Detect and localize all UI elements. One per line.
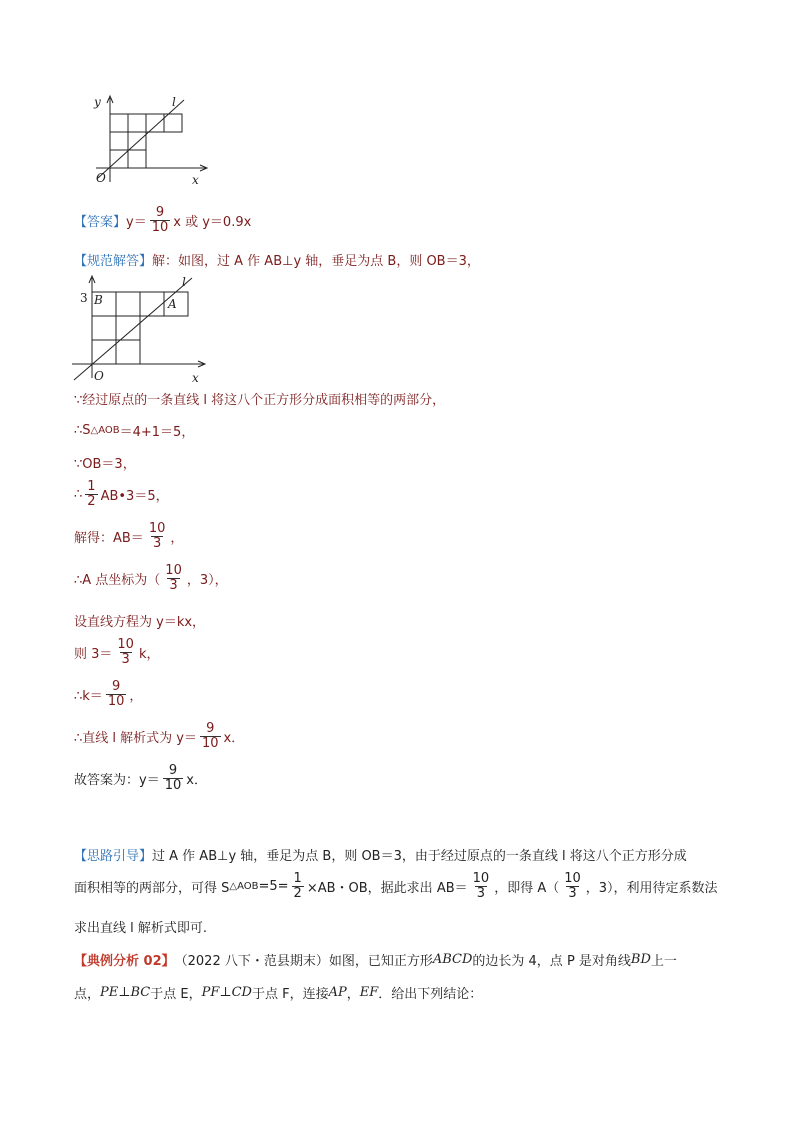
label-x: x	[192, 173, 199, 187]
grid-squares	[110, 114, 182, 168]
example-line-2: 点， PE⊥BC 于点 E， PF⊥CD 于点 F，连接 AP ， EF ．给出下列结论：	[74, 985, 483, 1002]
step-4: ∴ $\frac{1}{2}$ AB•3＝5，	[74, 479, 169, 509]
solution-intro-line	[74, 250, 480, 269]
solution-label: 【规范解答】	[74, 254, 153, 269]
label-l: l	[182, 275, 186, 289]
label-l: l	[172, 95, 176, 109]
step-1: ∵经过原点的一条直线 l 将这八个正方形分成面积相等的两部分，	[74, 393, 446, 408]
answer-suffix: x 或 y＝0.9x	[173, 215, 252, 230]
answer-line	[74, 206, 251, 235]
example-line-1: 【典例分析 02】 （2022 八下・范县期末）如图，已知正方形 ABCD 的边长为 4，点 P 是对角线 BD 上一	[74, 952, 677, 969]
label-a: A	[168, 297, 177, 311]
figure-grid-diagram-1	[88, 92, 208, 188]
guide-line-1: 【思路引导】 过 A 作 AB⊥y 轴，垂足为点 B，则 OB＝3，由于经过原点的一条直线 l 将这八个正方形分成	[74, 845, 687, 864]
label-3: 3	[80, 291, 88, 305]
guide-line-2: 面积相等的两部分，可得 S △AOB =5= $\frac{1}{2}$ ×AB・OB，据此求出 AB＝ $\frac{10}{3}$ ，即得 A（ $\frac{10}{3}$ ，3），利用待定系数法	[74, 871, 718, 901]
label-o: O	[94, 369, 104, 383]
answer-label: 【答案】	[74, 215, 127, 230]
label-x: x	[192, 371, 199, 384]
solution-intro: 解：如图，过 A 作 AB⊥y 轴，垂足为点 B，则 OB＝3，	[152, 254, 480, 269]
answer-prefix: y＝	[126, 215, 147, 230]
step-2: ∴S △AOB ＝4+1＝5，	[74, 423, 195, 440]
guide-label: 【思路引导】	[74, 849, 153, 864]
guide-line-3: 求出直线 l 解析式即可.	[74, 921, 208, 936]
line-l	[98, 100, 184, 178]
figure-grid-diagram-2	[70, 270, 210, 384]
step-11: 故答案为：y＝ $\frac{9}{10}$ x．	[74, 763, 207, 793]
step-8: 则 3＝ $\frac{10}{3}$ k，	[74, 637, 160, 667]
step-10: ∴直线 l 解析式为 y＝ $\frac{9}{10}$ x．	[74, 721, 245, 751]
step-3: ∵OB＝3，	[74, 457, 136, 472]
step-6: ∴A 点坐标为（ $\frac{10}{3}$ ，3），	[74, 563, 228, 593]
label-y: y	[94, 95, 101, 109]
step-7: 设直线方程为 y＝kx，	[74, 615, 206, 630]
step-9: ∴k＝ $\frac{9}{10}$ ，	[74, 679, 143, 709]
label-o: O	[96, 171, 106, 185]
answer-fraction: $\frac{9}{10}$	[151, 205, 169, 235]
label-b: B	[94, 293, 103, 307]
step-5: 解得：AB＝ $\frac{10}{3}$ ，	[74, 521, 184, 551]
example-label: 【典例分析 02】	[74, 954, 175, 969]
